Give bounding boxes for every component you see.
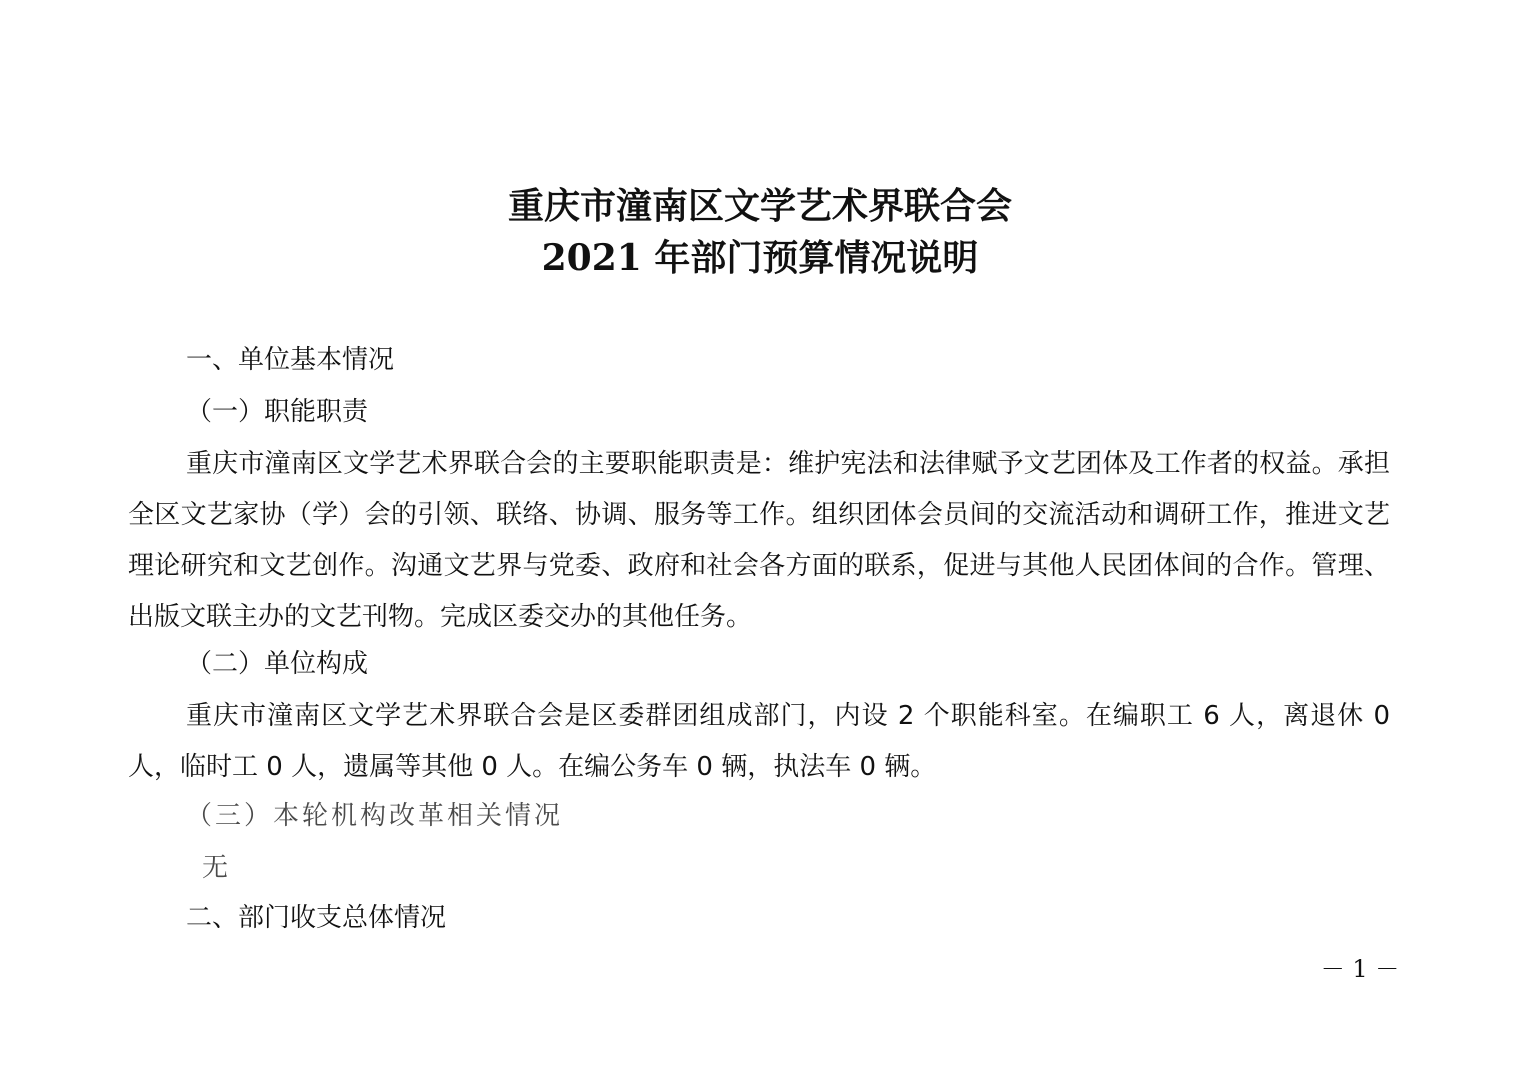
duties-paragraph: 重庆市潼南区文学艺术界联合会的主要职能职责是：维护宪法和法律赋予文艺团体及工作者的权益。承担全区文艺家协（学）会的引领、联络、协调、服务等工作。组织团体会员间的交流活动和调研工作，推进文艺理论研究和文艺创作。沟通文艺界与党委、政府和社会各方面的联系，促进与其他人民团体间的合作。管理、出版文联主办的文艺刊物。完成区委交办的其他任务。	[128, 449, 1390, 632]
section-1-3-body: 无	[202, 853, 232, 883]
composition-paragraph: 重庆市潼南区文学艺术界联合会是区委群团组成部门，内设 2 个职能科室。在编职工 6 人，离退休 0 人，临时工 0 人，遗属等其他 0 人。在编公务车 0 辆，执法车 0 辆。	[128, 701, 1390, 782]
document-title-line-1: 重庆市潼南区文学艺术界联合会	[507, 185, 1012, 227]
section-1-heading: 一、单位基本情况	[186, 345, 395, 375]
section-2-heading: 二、部门收支总体情况	[186, 903, 447, 933]
section-1-2-heading: （二）单位构成	[186, 649, 369, 679]
page-number: － 1 －	[1320, 955, 1400, 983]
section-1-1-heading: （一）职能职责	[186, 397, 369, 427]
section-1-3-heading: （三）本轮机构改革相关情况	[186, 801, 564, 831]
document-title-line-2: 2021 年部门预算情况说明	[541, 237, 979, 279]
